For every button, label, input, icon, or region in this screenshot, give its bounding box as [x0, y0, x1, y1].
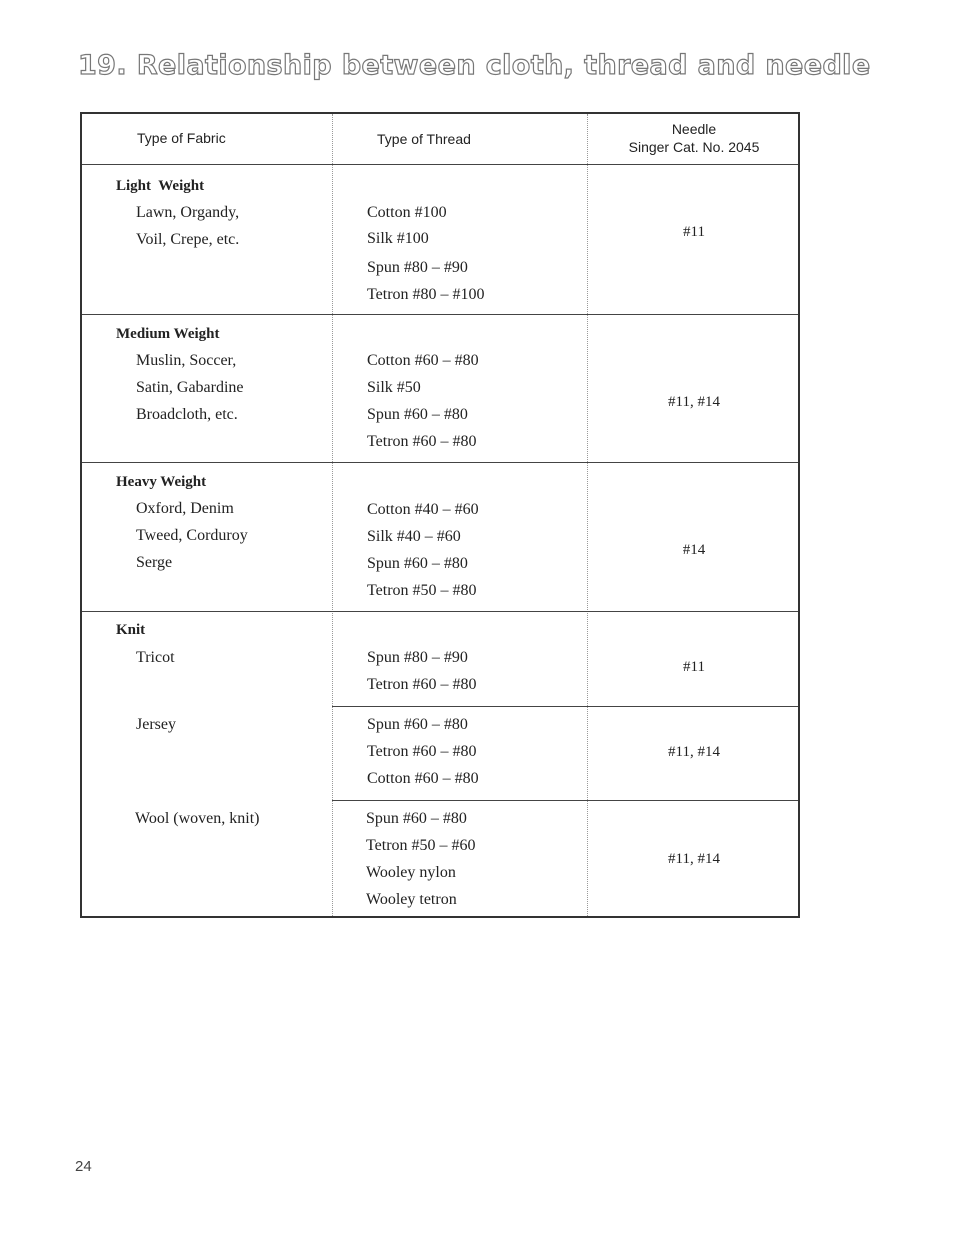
- needle-size: #11: [683, 224, 705, 240]
- row-rule: [82, 462, 798, 463]
- header-thread: Type of Thread: [377, 131, 471, 147]
- knit-subrow-rule: [332, 706, 798, 707]
- header-needle: [587, 120, 801, 156]
- thread-item: Spun #60 – #80: [367, 406, 468, 423]
- row-rule: [82, 314, 798, 315]
- category-heavy-weight: Heavy Weight: [116, 474, 207, 490]
- header-fabric: Type of Fabric: [137, 130, 226, 146]
- fabric-item: Broadcloth, etc.: [136, 406, 238, 423]
- row-rule: [82, 611, 798, 612]
- needle-size: #11, #14: [668, 744, 720, 760]
- thread-item: Silk #40 – #60: [367, 528, 461, 545]
- thread-item: Tetron #60 – #80: [367, 743, 477, 760]
- fabric-item: Muslin, Soccer,: [136, 352, 237, 369]
- thread-item: Wooley nylon: [366, 864, 456, 881]
- thread-item: Spun #80 – #90: [367, 649, 468, 666]
- fabric-item: Lawn, Organdy,: [136, 204, 240, 221]
- thread-item: Cotton #40 – #60: [367, 501, 479, 518]
- needle-size: #14: [682, 542, 706, 558]
- thread-item: Tetron #80 – #100: [367, 286, 485, 303]
- header-rule: [82, 164, 798, 165]
- thread-item: Spun #80 – #90: [367, 259, 468, 276]
- needle-size: #11: [683, 659, 705, 675]
- needle-size: #11, #14: [668, 394, 720, 410]
- thread-item: Cotton #60 – #80: [367, 770, 479, 787]
- header-needle-label: Needle: [671, 121, 717, 137]
- needle-size: #11, #14: [668, 851, 720, 867]
- fabric-item: Tweed, Corduroy: [136, 527, 248, 544]
- header-needle-catalog: Singer Cat. No. 2045: [628, 139, 760, 155]
- fabric-item: Jersey: [136, 716, 176, 733]
- category-knit: Knit: [116, 622, 146, 638]
- page-title: 19. Relationship between cloth, thread and needle: [78, 50, 871, 81]
- thread-item: Cotton #60 – #80: [367, 352, 479, 369]
- thread-item: Silk #50: [367, 379, 421, 396]
- fabric-item: Tricot: [136, 649, 175, 666]
- category-medium-weight: Medium Weight: [116, 326, 220, 342]
- thread-item: Tetron #60 – #80: [367, 433, 477, 450]
- thread-item: Tetron #50 – #80: [367, 582, 477, 599]
- thread-item: Tetron #50 – #60: [366, 837, 476, 854]
- thread-item: Spun #60 – #80: [367, 716, 468, 733]
- category-light-weight: Light Weight: [116, 178, 205, 194]
- fabric-item: Oxford, Denim: [136, 500, 234, 517]
- thread-item: Tetron #60 – #80: [367, 676, 477, 693]
- thread-item: Wooley tetron: [366, 891, 457, 908]
- fabric-item: Wool (woven, knit): [135, 810, 260, 827]
- thread-item: Spun #60 – #80: [366, 810, 467, 827]
- thread-item: Cotton #100: [367, 204, 447, 221]
- fabric-item: Voil, Crepe, etc.: [136, 231, 240, 248]
- knit-subrow-rule: [332, 800, 798, 801]
- column-divider: [332, 114, 333, 916]
- thread-item: Silk #100: [367, 230, 429, 247]
- thread-item: Spun #60 – #80: [367, 555, 468, 572]
- fabric-item: Serge: [136, 554, 173, 571]
- page-number: 24: [75, 1158, 92, 1175]
- fabric-item: Satin, Gabardine: [136, 379, 244, 396]
- fabric-thread-needle-table: [80, 112, 800, 918]
